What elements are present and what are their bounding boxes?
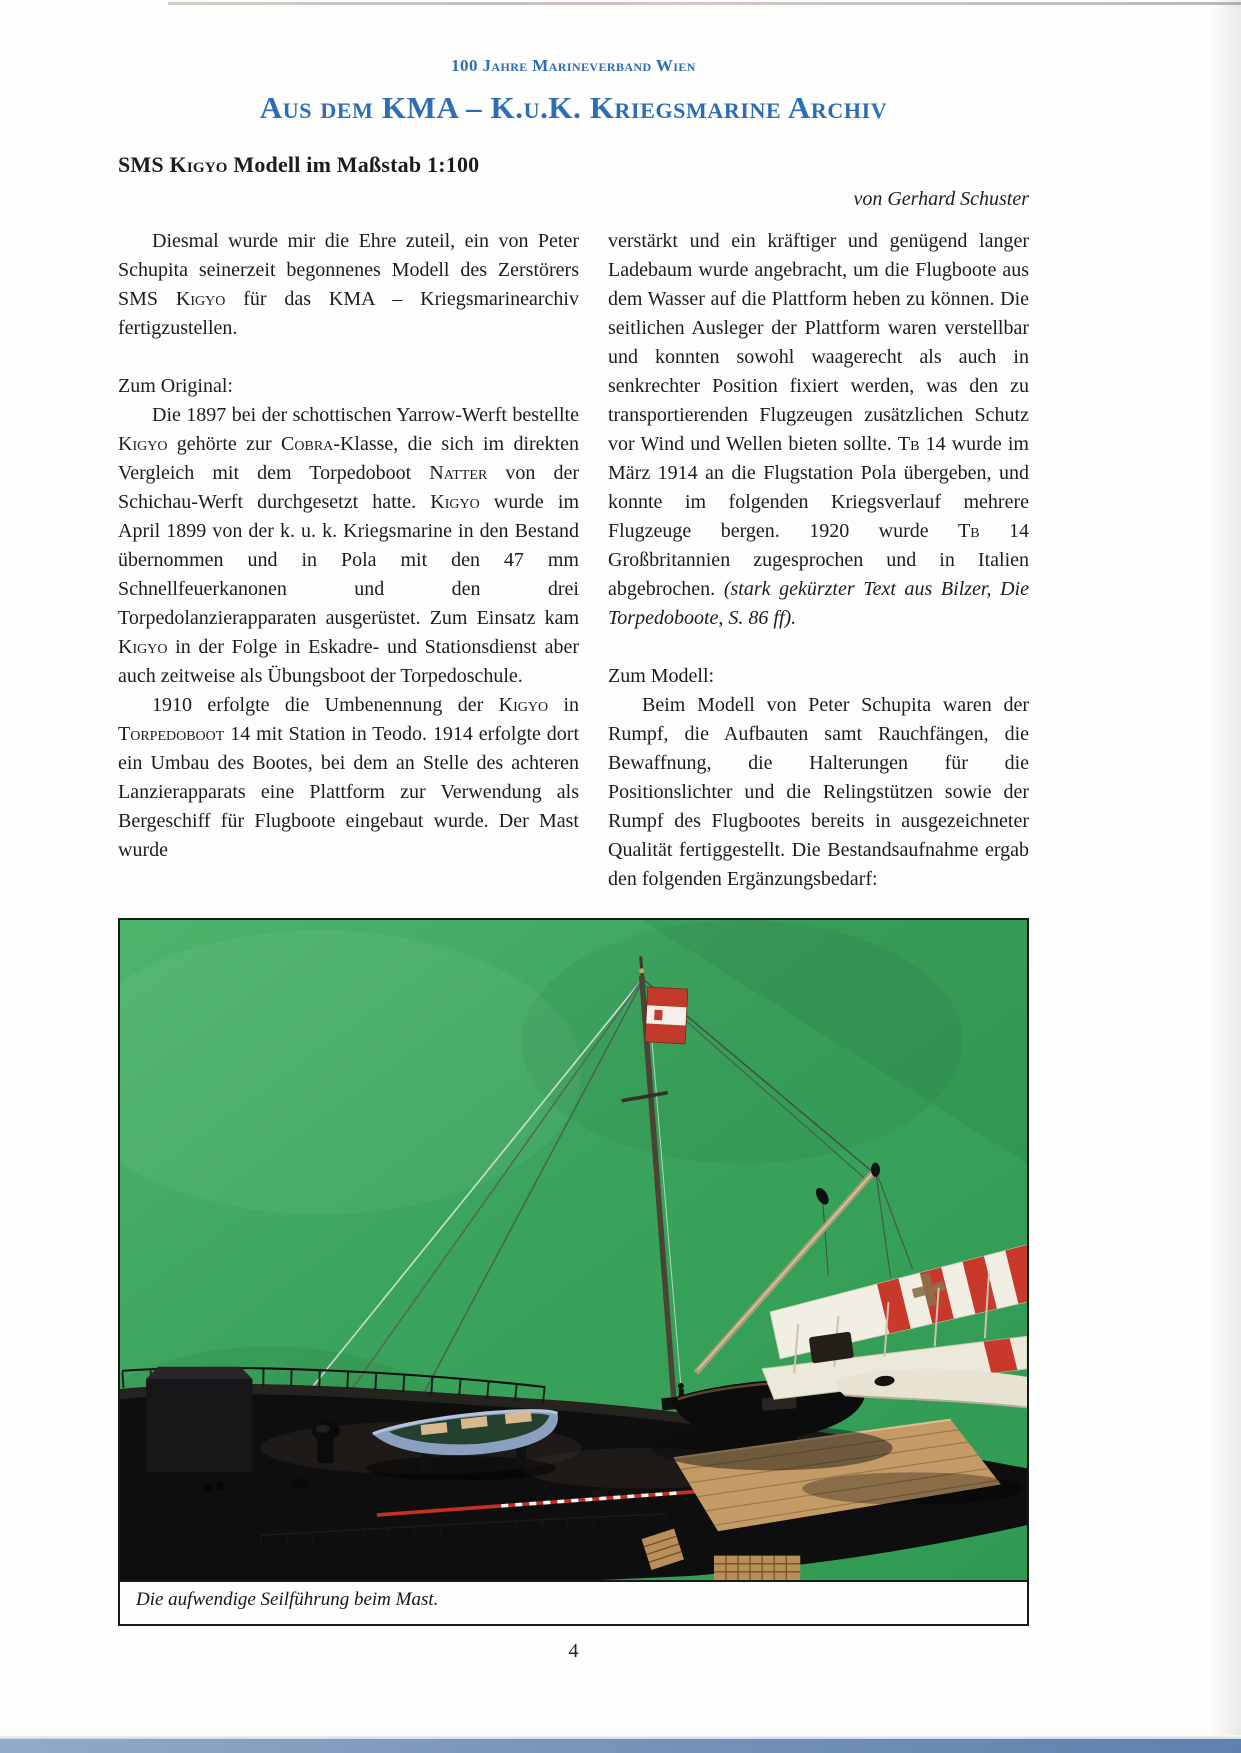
author-byline: von Gerhard Schuster <box>853 188 1029 210</box>
boom-tip-block <box>871 1163 880 1177</box>
smallcaps-text: Natter <box>429 462 488 484</box>
text-run: gehörte zur <box>167 433 282 455</box>
text-run: verstärkt und ein kräftiger und genügend langer Ladebaum wurde angebracht, um die Flugboote aus dem Wasser auf die Plattform heben zu können. Die seitlichen Ausleger der Plattform waren verstellbar und konnten sowohl waagerecht als auch in senkrechter Position fixiert werden, was den zu transportierenden Flugzeugen zusätzlichen Schutz vor Wind und Wellen bieten sollte. <box>608 230 1029 455</box>
text-run: in der Folge in Eskadre- und Stationsdienst aber auch zeitweise als Übungsboot der Torpedoschule. <box>118 636 579 687</box>
smallcaps-text: Kigyo <box>175 288 226 310</box>
text-run: -Klasse, die sich im direkten Vergleich mit dem Torpedoboot <box>118 433 579 484</box>
smallcaps-text: Tb <box>897 433 920 455</box>
running-header: 100 Jahre Marineverband Wien <box>451 56 696 75</box>
text-run: Diesmal wurde mir die Ehre zuteil, ein von Peter Schupita seinerzeit begonnenes Modell des Zerstörers SMS <box>118 230 579 310</box>
smallcaps-text: Kigyo <box>498 694 549 716</box>
text-run: SMS <box>118 152 170 177</box>
section-heading <box>118 372 579 401</box>
scan-edge-artifact-top <box>168 2 1241 5</box>
text-run: 14 mit Station in Teodo. 1914 erfolgte dort ein Umbau des Bootes, bei dem an Stelle des achteren Lanzierapparats eine Plattform zur Verwendung als Bergeschiff für Flugboote eingebaut wurde. Der Mast wurde <box>118 723 579 861</box>
text-run: von der Schichau-Werft durchgesetzt hatte. <box>118 462 579 513</box>
article-subtitle <box>118 152 1029 178</box>
text-run: in <box>548 694 579 716</box>
section-heading <box>608 662 1029 691</box>
body-paragraph <box>118 401 579 691</box>
body-paragraph <box>608 691 1029 894</box>
text-run: Beim Modell von Peter Schupita waren der Rumpf, die Aufbauten samt Rauchfängen, die Bewaffnung, die Halterungen für die Positionslichter und die Relingstützen sowie der Rumpf des Flugbootes bereits in ausgezeichneter Qualität fertiggestellt. Die Bestandsaufnahme ergab den folgenden Ergänzungsbedarf: <box>608 694 1029 890</box>
smallcaps-text: Tb <box>958 520 980 542</box>
article-body <box>118 227 1029 894</box>
model-ship-photo <box>120 920 1027 1580</box>
text-run: 14 wurde im März 1914 an die Flugstation Pola übergeben, und konnte im folgenden Kriegsverlauf mehrere Flugzeuge bergen. 1920 wurde <box>608 433 1029 542</box>
smallcaps-text: Kigyo <box>118 433 168 455</box>
text-run: 14 Großbritannien zugesprochen und in Italien abgebrochen. <box>608 520 1030 600</box>
smallcaps-text: Torpedoboot <box>118 723 225 745</box>
figure-photo-frame <box>118 918 1029 1626</box>
figure-caption: Die aufwendige Seilführung beim Mast. <box>120 1580 1027 1624</box>
text-run: Zum Modell: <box>608 665 715 687</box>
smallcaps-text: Kigyo <box>169 152 228 177</box>
smallcaps-text: Kigyo <box>430 491 480 513</box>
mast-finial <box>639 968 644 973</box>
text-run: Die 1897 bei der schottischen Yarrow-Werft bestellte <box>152 404 579 426</box>
page-content <box>118 56 1029 1663</box>
page-number: 4 <box>568 1640 579 1662</box>
text-run: Zum Original: <box>118 375 233 397</box>
body-paragraph <box>118 691 579 865</box>
scan-edge-artifact-bottom <box>0 1739 1241 1753</box>
text-run: Modell im Maßstab 1:100 <box>227 152 480 177</box>
right-column <box>608 227 1029 894</box>
smallcaps-text: Cobra <box>281 433 334 455</box>
scan-edge-artifact-right <box>1211 0 1241 1753</box>
italic-text: (stark gekürzter Text aus Bilzer, Die Torpedoboote, S. 86 ff). <box>608 578 1030 629</box>
left-column <box>118 227 579 894</box>
wooden-grating <box>714 1556 800 1580</box>
text-run: 1910 erfolgte die Umbenennung der <box>152 694 499 716</box>
austrian-naval-flag <box>645 987 688 1044</box>
article-title: Aus dem KMA – K.u.K. Kriegsmarine Archiv <box>259 90 888 125</box>
body-paragraph <box>118 227 579 343</box>
body-paragraph <box>608 227 1029 633</box>
text-run: für das KMA – Kriegsmarinearchiv fertigzustellen. <box>118 288 579 339</box>
deckhouse <box>146 1367 252 1379</box>
smallcaps-text: Kigyo <box>118 636 168 658</box>
text-run: wurde im April 1899 von der k. u. k. Kriegsmarine in den Bestand übernommen und in Pola mit den 47 mm Schnellfeuerkanonen und den drei Torpedolanzierapparaten ausgerüstet. Zum Einsatz kam <box>118 491 580 629</box>
